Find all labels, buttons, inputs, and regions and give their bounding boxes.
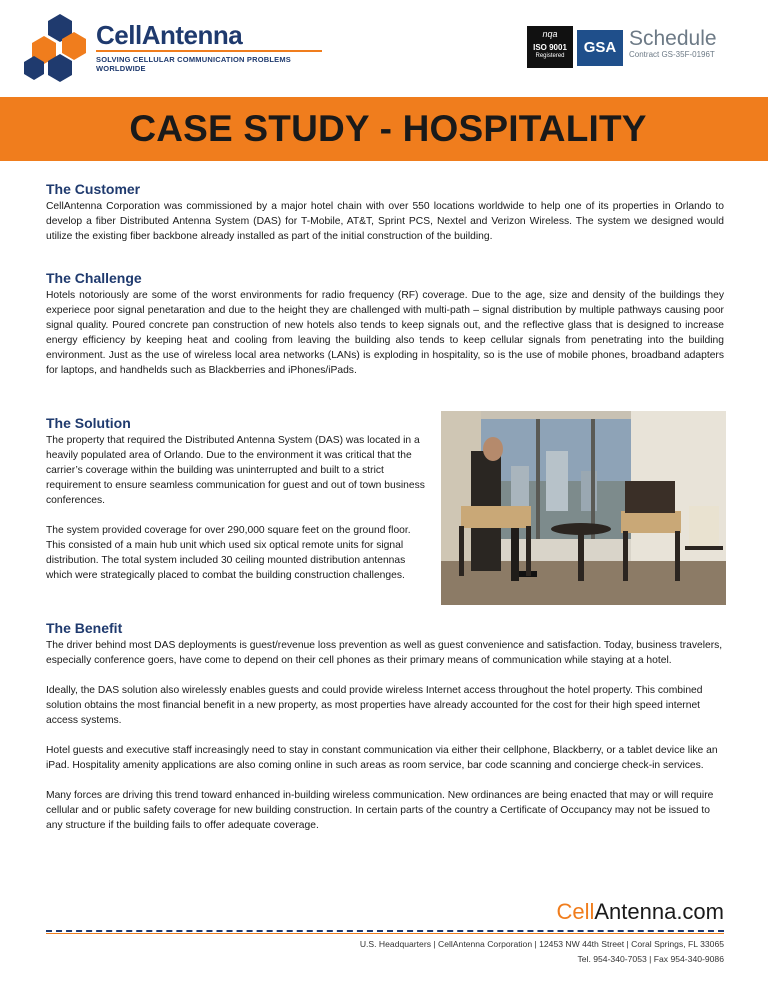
- gsa-badge: GSA: [577, 30, 623, 66]
- schedule-label: Schedule: [629, 27, 717, 50]
- contract-number: Contract GS-35F-0196T: [629, 50, 715, 59]
- hexagon-logo-icon: [22, 12, 92, 82]
- hotel-guest-photo: [441, 411, 726, 605]
- benefit-paragraph-1: The driver behind most DAS deployments is guest/revenue loss prevention as well as guest convenience and satisfaction. Today, business travelers, especially conference goers, have come to depend on their cell phones as their primary means of communication while staying at a hotel.: [46, 640, 723, 666]
- section-customer: [46, 181, 724, 244]
- iso-9001-badge: [527, 26, 573, 68]
- brand-tagline: SOLVING CELLULAR COMMUNICATION PROBLEMS WORLDWIDE: [96, 55, 292, 73]
- footer-address: U.S. Headquarters | CellAntenna Corporation | 12453 NW 44th Street | Coral Springs, FL 33065: [359, 939, 724, 949]
- nqa-label: nqa: [542, 29, 558, 39]
- benefit-paragraph-2: Ideally, the DAS solution also wirelessly enables guests and could provide wireless Internet access throughout the hotel property. This combined solution obtains the most financial benefit in a new property, as most properties have already accounted for the cost for their high speed internet access systems.: [46, 685, 703, 726]
- solution-paragraph-2: The system provided coverage for over 290,000 square feet on the ground floor. This consisted of a main hub unit which used six optical remote units for signal distribution. The total system included 30 ceiling mounted distribution antennas which were strategically placed to combat the building construction challenges.: [46, 525, 411, 581]
- hotel-lounge-image: [441, 411, 726, 605]
- benefit-heading: The Benefit: [46, 620, 123, 636]
- customer-heading: The Customer: [46, 181, 141, 197]
- brand-underline: [96, 50, 322, 52]
- solution-paragraph-1: The property that required the Distributed Antenna System (DAS) was located in a heavily populated area of Orlando. Due to the environment it was critical that the carrier’s coverage within the building was uninterrupted and built to a strict requirement to ensure seamless communication for guest and out of town business conferences.: [46, 435, 425, 506]
- footer-divider: [46, 930, 724, 932]
- footer-website[interactable]: CellAntenna.com: [556, 899, 724, 924]
- iso-label: ISO 9001: [533, 43, 567, 52]
- section-benefit: [46, 620, 724, 833]
- customer-body: CellAntenna Corporation was commissioned by a major hotel chain with over 550 locations worldwide to help one of its properties in Orlando to develop a fiber Distributed Antenna System (DAS) for T-Mobile, AT&T, Sprint PCS, Nextel and Verizon Wireless. The system we designed would utilize the existing fiber backbone already installed as part of the initial construction of the building.: [46, 201, 724, 242]
- solution-heading: The Solution: [46, 415, 131, 431]
- title-banner: [0, 97, 768, 161]
- benefit-paragraph-3: Hotel guests and executive staff increasingly need to stay in constant communication via either their cellphone, Blackberry, or a tablet device like an iPad. Hospitality amenity applications are also coming online in such areas as room service, bar code scanning and concierge check-in services.: [46, 745, 718, 771]
- brand-name: CellAntenna: [96, 20, 243, 50]
- registered-label: Registered: [535, 53, 565, 59]
- company-logo: [22, 12, 322, 82]
- challenge-body: Hotels notoriously are some of the worst environments for radio frequency (RF) coverage. Due to the age, size and density of the buildings they experiece poor signal penetaration and due to the height they are challenged with multi-path – signal distribution by multiple pathways causing poor signal quality. Poured concrete pan construction of new hotels also tends to keep signals out, and the reflective glass that is designed to increase energy efficiency by keeping heat and cooling from leaving the building also tends to keep cellular signals from penetrating into the building environment. Just as the use of wireless local area networks (LANs) is exploding in hospitality, so is the use of mobile phones, broadband adapters for laptops, and handhelds such as Blackberries and iPhones/iPads.: [46, 290, 724, 376]
- footer-divider-accent: [46, 933, 724, 934]
- footer-phone: Tel. 954-340-7053 | Fax 954-340-9086: [577, 954, 724, 964]
- gsa-schedule-logo: [629, 28, 717, 59]
- section-solution: [46, 415, 432, 583]
- challenge-heading: The Challenge: [46, 270, 142, 286]
- page-title: CASE STUDY - HOSPITALITY: [129, 108, 647, 149]
- page-header: [0, 0, 768, 86]
- benefit-paragraph-4: Many forces are driving this trend toward enhanced in-building wireless communication. New ordinances are being enacted that may or will require cellular and or public safety coverage for new building construction. In certain parts of the country a Certificate of Occupancy may not be issued to any structure if the building fails to offer adequate coverage.: [46, 790, 714, 831]
- section-challenge: [46, 270, 724, 378]
